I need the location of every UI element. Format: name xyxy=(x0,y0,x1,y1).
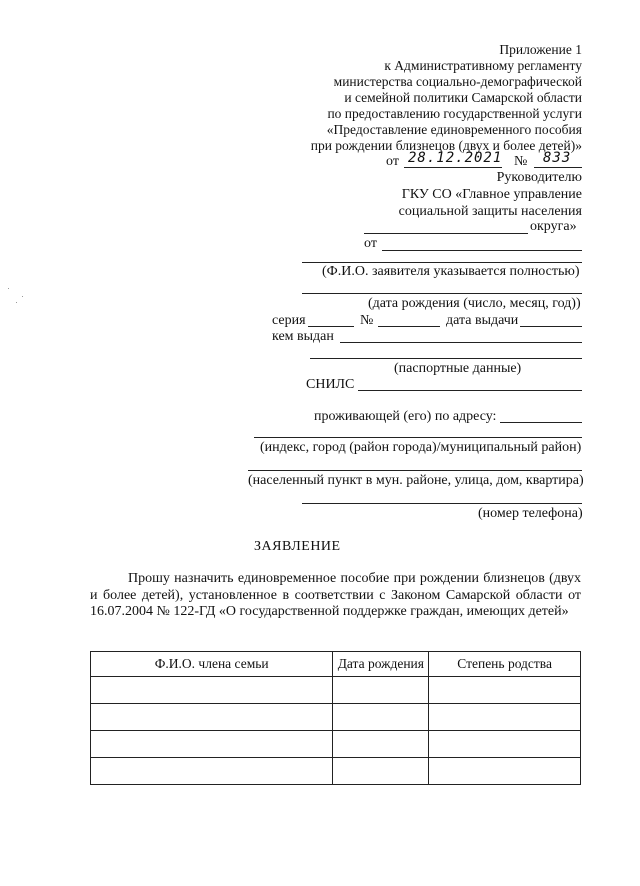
statement-title: ЗАЯВЛЕНИЕ xyxy=(254,539,341,554)
dob-blank xyxy=(302,293,582,294)
header-line-6: «Предоставление единовременного пособия xyxy=(326,122,582,137)
table-row xyxy=(91,704,581,731)
address-blank-2 xyxy=(254,437,582,438)
order-number-underline xyxy=(534,167,582,168)
header-line-2: к Административному регламенту xyxy=(384,58,582,73)
okrug-label: округа» xyxy=(530,219,577,234)
scan-speck xyxy=(16,302,17,303)
table-header-row xyxy=(91,652,581,677)
table-cell[interactable] xyxy=(91,704,333,731)
passport-number-blank xyxy=(378,326,440,327)
statement-text: Прошу назначить единовременное пособие при рождении близнецов (двух и более детей), установленное в соответствии с Законом Самарской области от 16.07.2004 № 122-ГД «О государственной поддержке граждан, имеющих детей» xyxy=(90,571,581,619)
table-cell[interactable] xyxy=(429,731,581,758)
table-cell[interactable] xyxy=(333,731,429,758)
address-blank-1 xyxy=(500,422,582,423)
table-cell[interactable] xyxy=(429,758,581,785)
table-cell[interactable] xyxy=(91,677,333,704)
fio-blank xyxy=(302,262,582,263)
okrug-blank xyxy=(364,233,528,234)
snils-label: СНИЛС xyxy=(306,377,355,392)
header-line-7: при рождении близнецов (двух и более детей)» xyxy=(310,138,582,153)
passport-number-label: № xyxy=(360,313,374,328)
order-number: 833 xyxy=(543,150,572,166)
passport-extra-blank xyxy=(310,358,582,359)
table-cell[interactable] xyxy=(333,704,429,731)
order-date: 28.12.2021 xyxy=(408,150,503,166)
table-cell[interactable] xyxy=(91,758,333,785)
table-row xyxy=(91,758,581,785)
scan-speck xyxy=(22,296,23,297)
scan-speck xyxy=(8,288,9,289)
series-blank xyxy=(308,326,354,327)
header-line-4: и семейной политики Самарской области xyxy=(344,90,582,105)
from-label: от xyxy=(364,236,377,251)
issue-date-label: дата выдачи xyxy=(446,313,519,328)
order-from-label: от xyxy=(386,154,399,169)
table-cell[interactable] xyxy=(429,677,581,704)
header-line-5: по предоставлению государственной услуги xyxy=(327,106,582,121)
column-header-relation: Степень родства xyxy=(429,652,581,677)
column-header-dob: Дата рождения xyxy=(333,652,429,677)
dob-hint: (дата рождения (число, месяц, год)) xyxy=(368,296,581,311)
header-line-1: Приложение 1 xyxy=(499,42,582,57)
snils-blank xyxy=(358,390,582,391)
passport-hint: (паспортные данные) xyxy=(394,361,522,376)
phone-hint: (номер телефона) xyxy=(478,506,583,521)
table-row xyxy=(91,731,581,758)
from-blank xyxy=(382,250,582,251)
addressee-line-3: социальной защиты населения xyxy=(398,204,582,219)
table-cell[interactable] xyxy=(333,677,429,704)
phone-blank xyxy=(302,503,582,504)
family-members-table xyxy=(90,651,581,785)
addressee-line-1: Руководителю xyxy=(496,170,582,185)
order-number-label: № xyxy=(514,154,528,169)
table-cell[interactable] xyxy=(429,704,581,731)
appendix-header xyxy=(311,42,582,154)
issued-by-blank xyxy=(340,342,582,343)
fio-hint: (Ф.И.О. заявителя указывается полностью) xyxy=(322,264,580,279)
table-cell[interactable] xyxy=(333,758,429,785)
addressee-line-2: ГКУ СО «Главное управление xyxy=(401,187,582,202)
issued-by-label: кем выдан xyxy=(272,329,334,344)
issue-date-blank xyxy=(520,326,582,327)
address-hint-1: (индекс, город (район города)/муниципальный район) xyxy=(260,440,582,455)
address-hint-2: (населенный пункт в мун. районе, улица, дом, квартира) xyxy=(248,473,584,488)
address-blank-3 xyxy=(248,470,582,471)
table-row xyxy=(91,677,581,704)
table-cell[interactable] xyxy=(91,731,333,758)
address-label: проживающей (его) по адресу: xyxy=(314,409,497,424)
column-header-fio: Ф.И.О. члена семьи xyxy=(91,652,333,677)
series-label: серия xyxy=(272,313,306,328)
header-line-3: министерства социально-демографической xyxy=(333,74,582,89)
order-date-underline xyxy=(404,167,502,168)
